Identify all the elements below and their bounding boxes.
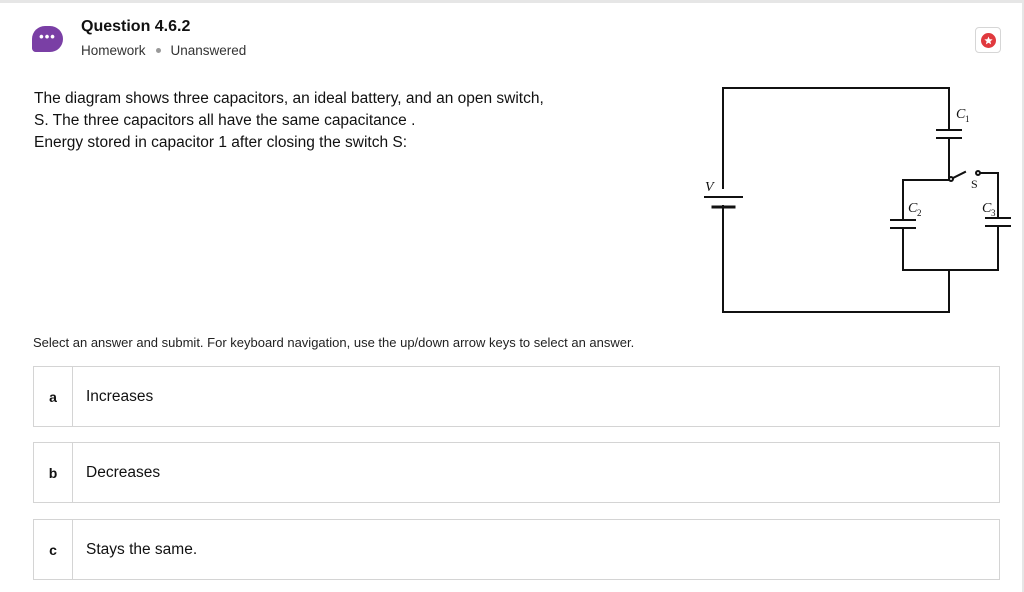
chat-bubble-icon: ••• <box>32 26 63 52</box>
separator-dot-icon <box>156 48 161 53</box>
option-text: Stays the same. <box>86 540 198 558</box>
option-text: Increases <box>86 387 154 405</box>
option-letter: b <box>34 443 73 502</box>
top-border <box>0 0 1024 3</box>
battery-label: V <box>705 180 714 195</box>
question-category: Homework <box>81 43 146 58</box>
switch-label: S <box>971 177 978 191</box>
question-status: Unanswered <box>170 43 247 58</box>
c3-subscript: 3 <box>991 208 996 218</box>
option-letter: a <box>34 367 73 426</box>
circuit-diagram <box>700 80 1022 318</box>
answer-option-a[interactable] <box>33 366 1000 427</box>
star-icon <box>981 33 996 48</box>
question-title: Question 4.6.2 <box>81 18 191 35</box>
c2-subscript: 2 <box>917 208 922 218</box>
c1-subscript: 1 <box>965 114 970 124</box>
prompt-line: The diagram shows three capacitors, an ideal battery, and an open switch, <box>34 90 544 107</box>
c1-label: C <box>956 107 966 122</box>
prompt-line: S. The three capacitors all have the same capacitance . <box>34 112 416 129</box>
answer-option-b[interactable] <box>33 442 1000 503</box>
option-text: Decreases <box>86 463 161 481</box>
question-prompt <box>34 88 544 154</box>
c3-label: C <box>982 201 992 216</box>
c2-label: C <box>908 201 918 216</box>
option-letter: c <box>34 520 73 579</box>
answer-option-c[interactable] <box>33 519 1000 580</box>
question-meta <box>81 43 246 58</box>
bookmark-button[interactable] <box>975 27 1001 53</box>
prompt-line: Energy stored in capacitor 1 after closing the switch S: <box>34 134 408 151</box>
instructions-text: Select an answer and submit. For keyboard navigation, use the up/down arrow keys to select an answer. <box>33 335 635 350</box>
